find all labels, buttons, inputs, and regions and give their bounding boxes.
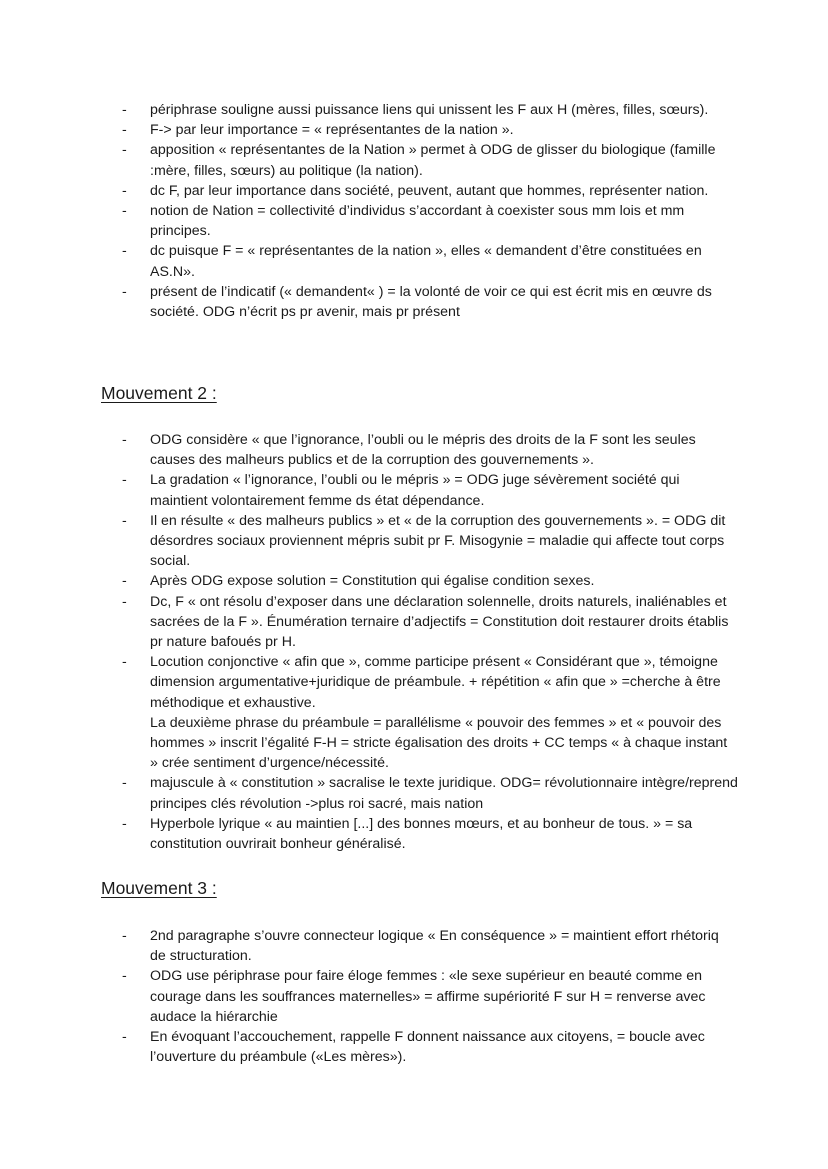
section-heading-mouvement-3: Mouvement 3 : <box>101 878 217 898</box>
list-item <box>0 926 828 966</box>
section2-list <box>0 430 828 854</box>
list-item-continuation: La deuxième phrase du préambule = parallélisme « pouvoir des femmes » et « pouvoir des hommes » inscrit l’égalité F-H = stricte égalisation des droits + CC temps « à chaque instant » crée sentiment d’urgence/nécessité. <box>150 714 728 772</box>
bullet-dash: - <box>122 654 127 671</box>
bullet-dash: - <box>122 283 127 300</box>
list-item <box>0 773 828 813</box>
section-heading-mouvement-2: Mouvement 2 : <box>101 383 217 403</box>
list-item-text: La gradation « l’ignorance, l’oubli ou le mépris » = ODG juge sévèrement société qui maintient volontairement femme ds état dépendance. <box>150 472 680 509</box>
list-item <box>0 511 828 572</box>
list-item-text: ODG use périphrase pour faire éloge femmes : «le sexe supérieur en beauté comme en courage dans les souffrances maternelles» = affirme supériorité F sur H = renverse avec audace la hiérarchie <box>150 968 706 1025</box>
bullet-dash: - <box>122 573 127 590</box>
bullet-dash: - <box>122 512 127 529</box>
bullet-dash: - <box>122 203 127 220</box>
list-item <box>0 140 828 180</box>
list-item <box>0 100 828 120</box>
list-item <box>0 430 828 470</box>
list-item-text: En évoquant l’accouchement, rappelle F donnent naissance aux citoyens, = boucle avec l’ouverture du préambule («Les mères»). <box>150 1029 705 1066</box>
bullet-dash: - <box>122 122 127 139</box>
bullet-dash: - <box>122 928 127 944</box>
list-item-text: ODG considère « que l’ignorance, l’oubli ou le mépris des droits de la F sont les seules causes des malheurs publics et de la corruption des gouvernements ». <box>150 432 696 469</box>
list-item-text: Dc, F « ont résolu d’exposer dans une déclaration solennelle, droits naturels, inaliénables et sacrées de la F ». Énumération ternaire d’adjectifs = Constitution doit restaurer droits établis pr nature bafoués pr H. <box>150 593 729 651</box>
list-item <box>0 201 828 241</box>
list-item <box>0 571 828 591</box>
list-item-text: notion de Nation = collectivité d’individus s’accordant à coexister sous mm lois et mm principes. <box>150 203 685 240</box>
bullet-dash: - <box>122 775 127 792</box>
list-item-text: dc puisque F = « représentantes de la nation », elles « demandent d’être constituées en AS.N». <box>150 243 702 280</box>
bullet-dash: - <box>122 102 127 118</box>
list-item <box>0 181 828 201</box>
list-item <box>0 814 828 854</box>
list-item <box>0 241 828 281</box>
list-item-text: majuscule à « constitution » sacralise le texte juridique. ODG= révolutionnaire intègre/reprend principes clés révolution ->plus roi sacré, mais nation <box>150 775 738 812</box>
list-item <box>0 470 828 510</box>
section1-list <box>0 100 828 322</box>
list-item-text: apposition « représentantes de la Nation » permet à ODG de glisser du biologique (famille :mère, filles, sœurs) au politique (la nation). <box>150 142 716 179</box>
list-item <box>0 966 828 1027</box>
bullet-dash: - <box>122 243 127 260</box>
list-item <box>0 652 828 773</box>
bullet-dash: - <box>122 815 127 832</box>
bullet-dash: - <box>122 142 127 159</box>
bullet-dash: - <box>122 432 127 448</box>
bullet-dash: - <box>122 472 127 489</box>
list-item-text: Après ODG expose solution = Constitution qui égalise condition sexes. <box>150 573 595 590</box>
section3-list <box>0 926 828 1067</box>
list-item <box>0 592 828 653</box>
bullet-dash: - <box>122 593 127 610</box>
list-item <box>0 1027 828 1067</box>
list-item-text: F-> par leur importance = « représentantes de la nation ». <box>150 122 514 139</box>
bullet-dash: - <box>122 968 127 985</box>
list-item-text: périphrase souligne aussi puissance liens qui unissent les F aux H (mères, filles, sœurs). <box>150 102 709 118</box>
bullet-dash: - <box>122 1029 127 1046</box>
list-item-text: Il en résulte « des malheurs publics » et « de la corruption des gouvernements ». = ODG dit désordres sociaux proviennent mépris subit pr F. Misogynie = maladie qui affecte tout corps social. <box>150 512 726 570</box>
list-item-text: dc F, par leur importance dans société, peuvent, autant que hommes, représenter nation. <box>150 182 709 199</box>
list-item <box>0 120 828 140</box>
bullet-dash: - <box>122 182 127 199</box>
list-item-text: Hyperbole lyrique « au maintien [...] des bonnes mœurs, et au bonheur de tous. » = sa constitution ouvrirait bonheur généralisé. <box>150 815 693 853</box>
list-item <box>0 282 828 322</box>
list-item-text: Locution conjonctive « afin que », comme participe présent « Considérant que », témoigne dimension argumentative+juridique de préambule. + répétition « afin que » =cherche à être méthodique et exhaustive. <box>150 654 721 711</box>
list-item-text: présent de l’indicatif (« demandent« ) = la volonté de voir ce qui est écrit mis en œuvre ds société. ODG n’écrit ps pr avenir, mais pr présent <box>150 283 712 321</box>
list-item-text: 2nd paragraphe s’ouvre connecteur logique « En conséquence » = maintient effort rhétoriq de structuration. <box>150 928 719 965</box>
